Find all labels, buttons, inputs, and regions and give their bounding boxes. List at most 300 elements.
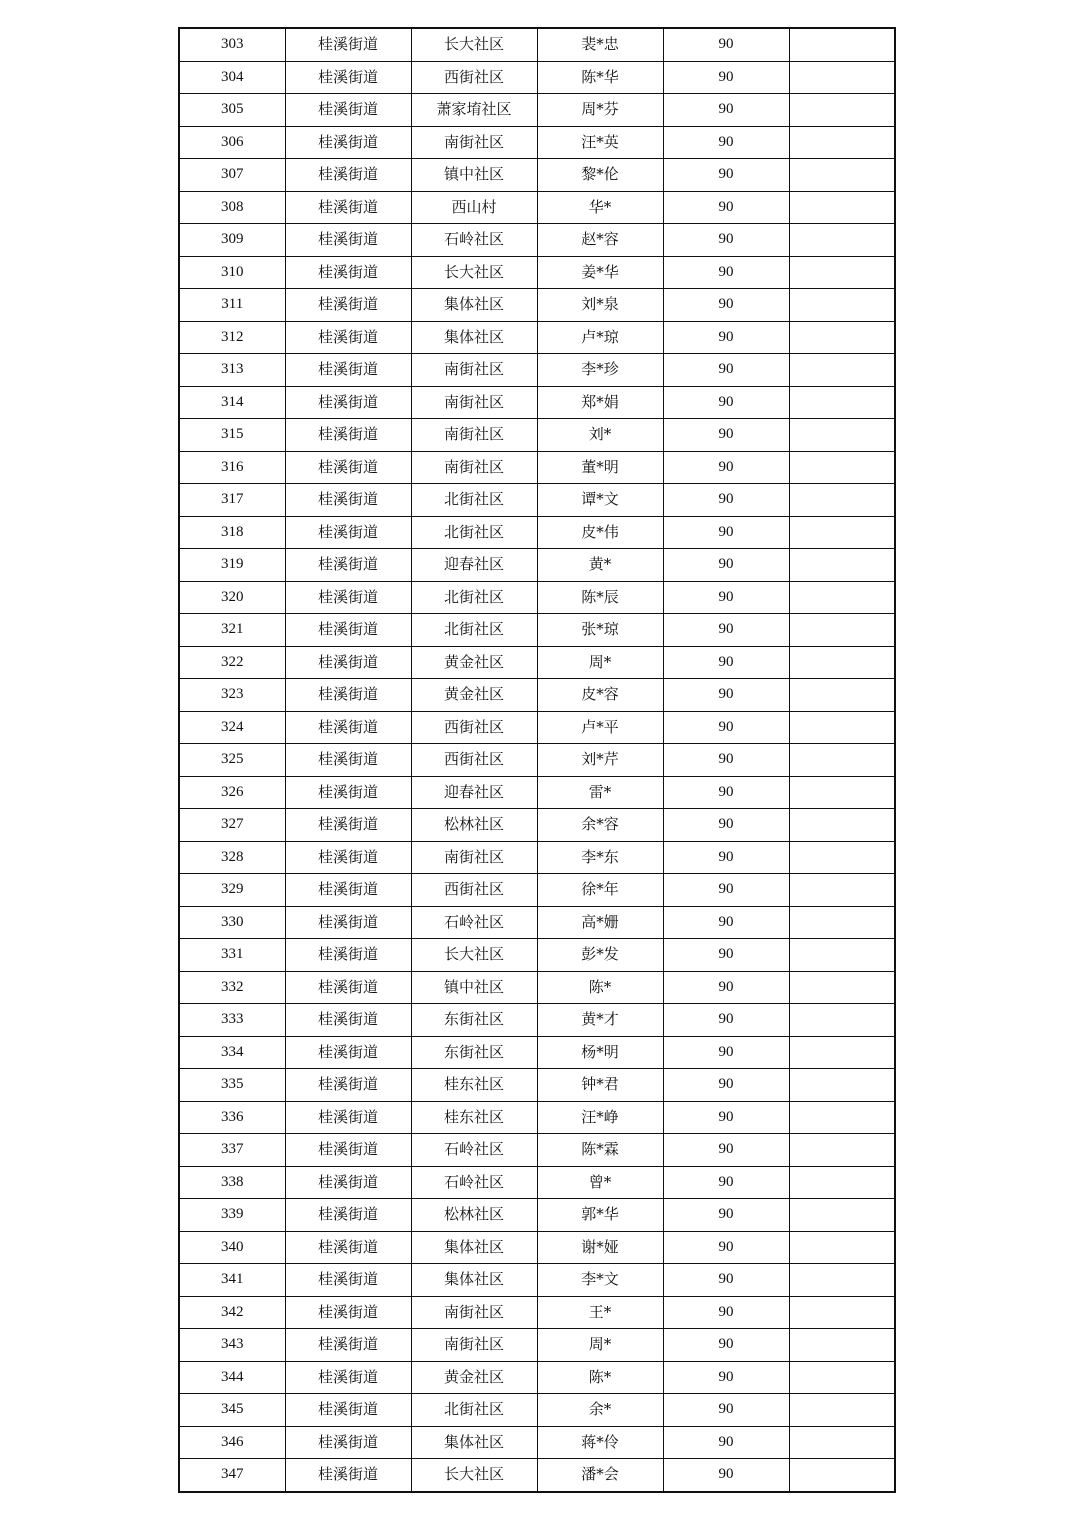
score-cell: 90 [663,1264,789,1297]
street-cell: 桂溪街道 [285,386,411,419]
street-cell: 桂溪街道 [285,516,411,549]
street-cell: 桂溪街道 [285,744,411,777]
street-cell: 桂溪街道 [285,776,411,809]
street-cell: 桂溪街道 [285,971,411,1004]
name-cell: 刘*芹 [537,744,663,777]
row-number-cell: 306 [179,126,285,159]
name-cell: 董*明 [537,451,663,484]
note-cell [789,809,895,842]
note-cell [789,354,895,387]
score-cell: 90 [663,289,789,322]
table-row [179,354,895,387]
name-cell: 姜*华 [537,256,663,289]
note-cell [789,971,895,1004]
row-number-cell: 322 [179,646,285,679]
name-cell: 高*姗 [537,906,663,939]
row-number-cell: 304 [179,61,285,94]
table-row [179,939,895,972]
street-cell: 桂溪街道 [285,28,411,61]
table-row [179,1069,895,1102]
note-cell [789,1199,895,1232]
table-row [179,484,895,517]
community-cell: 迎春社区 [411,776,537,809]
street-cell: 桂溪街道 [285,874,411,907]
name-cell: 郑*娟 [537,386,663,419]
community-cell: 长大社区 [411,1459,537,1492]
name-cell: 李*珍 [537,354,663,387]
name-cell: 皮*伟 [537,516,663,549]
community-cell: 北街社区 [411,1394,537,1427]
row-number-cell: 319 [179,549,285,582]
note-cell [789,1004,895,1037]
name-cell: 皮*容 [537,679,663,712]
name-cell: 陈*华 [537,61,663,94]
table-row [179,191,895,224]
street-cell: 桂溪街道 [285,711,411,744]
note-cell [789,841,895,874]
name-cell: 陈* [537,1361,663,1394]
row-number-cell: 339 [179,1199,285,1232]
street-cell: 桂溪街道 [285,1231,411,1264]
community-cell: 南街社区 [411,419,537,452]
community-cell: 南街社区 [411,126,537,159]
table-row [179,1264,895,1297]
score-cell: 90 [663,1036,789,1069]
community-cell: 西街社区 [411,744,537,777]
row-number-cell: 343 [179,1329,285,1362]
note-cell [789,1426,895,1459]
name-cell: 余*容 [537,809,663,842]
score-cell: 90 [663,939,789,972]
street-cell: 桂溪街道 [285,126,411,159]
street-cell: 桂溪街道 [285,549,411,582]
score-cell: 90 [663,159,789,192]
table-row [179,776,895,809]
street-cell: 桂溪街道 [285,419,411,452]
community-cell: 北街社区 [411,516,537,549]
note-cell [789,224,895,257]
community-cell: 松林社区 [411,809,537,842]
street-cell: 桂溪街道 [285,256,411,289]
name-cell: 黎*伦 [537,159,663,192]
score-cell: 90 [663,874,789,907]
street-cell: 桂溪街道 [285,614,411,647]
street-cell: 桂溪街道 [285,1101,411,1134]
score-cell: 90 [663,711,789,744]
note-cell [789,1036,895,1069]
table-row [179,679,895,712]
street-cell: 桂溪街道 [285,939,411,972]
table-row [179,1231,895,1264]
street-cell: 桂溪街道 [285,679,411,712]
community-cell: 石岭社区 [411,224,537,257]
table-row [179,744,895,777]
table-row [179,971,895,1004]
street-cell: 桂溪街道 [285,451,411,484]
table-row [179,809,895,842]
table-row [179,841,895,874]
community-cell: 东街社区 [411,1004,537,1037]
row-number-cell: 318 [179,516,285,549]
note-cell [789,159,895,192]
score-cell: 90 [663,94,789,127]
score-cell: 90 [663,1199,789,1232]
note-cell [789,94,895,127]
row-number-cell: 314 [179,386,285,419]
score-cell: 90 [663,841,789,874]
note-cell [789,1361,895,1394]
community-cell: 南街社区 [411,1296,537,1329]
row-number-cell: 335 [179,1069,285,1102]
note-cell [789,61,895,94]
name-cell: 王* [537,1296,663,1329]
name-cell: 赵*容 [537,224,663,257]
community-cell: 北街社区 [411,484,537,517]
score-cell: 90 [663,1329,789,1362]
row-number-cell: 332 [179,971,285,1004]
row-number-cell: 342 [179,1296,285,1329]
row-number-cell: 307 [179,159,285,192]
community-cell: 黄金社区 [411,646,537,679]
street-cell: 桂溪街道 [285,289,411,322]
street-cell: 桂溪街道 [285,1329,411,1362]
name-cell: 汪*英 [537,126,663,159]
name-cell: 谭*文 [537,484,663,517]
table-row [179,386,895,419]
community-cell: 南街社区 [411,386,537,419]
community-cell: 南街社区 [411,451,537,484]
note-cell [789,484,895,517]
score-cell: 90 [663,581,789,614]
name-cell: 郭*华 [537,1199,663,1232]
table-row [179,1426,895,1459]
community-cell: 黄金社区 [411,1361,537,1394]
name-cell: 杨*明 [537,1036,663,1069]
note-cell [789,126,895,159]
score-cell: 90 [663,419,789,452]
score-cell: 90 [663,1134,789,1167]
score-cell: 90 [663,1459,789,1492]
table-row [179,646,895,679]
street-cell: 桂溪街道 [285,1134,411,1167]
table-row [179,1394,895,1427]
row-number-cell: 325 [179,744,285,777]
community-cell: 松林社区 [411,1199,537,1232]
note-cell [789,646,895,679]
note-cell [789,581,895,614]
table-row [179,94,895,127]
name-cell: 蒋*伶 [537,1426,663,1459]
name-cell: 刘*泉 [537,289,663,322]
score-cell: 90 [663,809,789,842]
note-cell [789,191,895,224]
score-cell: 90 [663,679,789,712]
community-cell: 集体社区 [411,1426,537,1459]
row-number-cell: 344 [179,1361,285,1394]
street-cell: 桂溪街道 [285,159,411,192]
street-cell: 桂溪街道 [285,1264,411,1297]
row-number-cell: 333 [179,1004,285,1037]
community-cell: 桂东社区 [411,1101,537,1134]
community-cell: 长大社区 [411,939,537,972]
row-number-cell: 321 [179,614,285,647]
score-cell: 90 [663,1361,789,1394]
note-cell [789,1264,895,1297]
table-row [179,1101,895,1134]
row-number-cell: 326 [179,776,285,809]
table-row [179,1459,895,1492]
community-cell: 南街社区 [411,841,537,874]
table-row [179,1004,895,1037]
community-cell: 集体社区 [411,1231,537,1264]
table-row [179,1199,895,1232]
name-cell: 李*文 [537,1264,663,1297]
score-cell: 90 [663,1231,789,1264]
row-number-cell: 336 [179,1101,285,1134]
row-number-cell: 337 [179,1134,285,1167]
name-cell: 潘*会 [537,1459,663,1492]
note-cell [789,874,895,907]
name-cell: 彭*发 [537,939,663,972]
name-cell: 周* [537,1329,663,1362]
street-cell: 桂溪街道 [285,1296,411,1329]
table-row [179,451,895,484]
row-number-cell: 345 [179,1394,285,1427]
note-cell [789,711,895,744]
row-number-cell: 309 [179,224,285,257]
table-row [179,61,895,94]
name-cell: 陈*辰 [537,581,663,614]
row-number-cell: 320 [179,581,285,614]
score-cell: 90 [663,484,789,517]
street-cell: 桂溪街道 [285,191,411,224]
street-cell: 桂溪街道 [285,646,411,679]
roster-table-body [179,28,895,1492]
note-cell [789,1296,895,1329]
community-cell: 桂东社区 [411,1069,537,1102]
table-row [179,224,895,257]
score-cell: 90 [663,28,789,61]
name-cell: 周*芬 [537,94,663,127]
street-cell: 桂溪街道 [285,1426,411,1459]
community-cell: 迎春社区 [411,549,537,582]
note-cell [789,451,895,484]
score-cell: 90 [663,776,789,809]
note-cell [789,614,895,647]
row-number-cell: 315 [179,419,285,452]
row-number-cell: 329 [179,874,285,907]
note-cell [789,28,895,61]
score-cell: 90 [663,191,789,224]
street-cell: 桂溪街道 [285,1036,411,1069]
table-row [179,906,895,939]
note-cell [789,1101,895,1134]
name-cell: 黄* [537,549,663,582]
table-row [179,256,895,289]
table-row [179,1134,895,1167]
street-cell: 桂溪街道 [285,581,411,614]
score-cell: 90 [663,354,789,387]
note-cell [789,516,895,549]
table-row [179,581,895,614]
name-cell: 曾* [537,1166,663,1199]
community-cell: 南街社区 [411,1329,537,1362]
row-number-cell: 338 [179,1166,285,1199]
note-cell [789,1329,895,1362]
table-row [179,321,895,354]
note-cell [789,1134,895,1167]
score-cell: 90 [663,516,789,549]
roster-table [178,27,896,1493]
score-cell: 90 [663,61,789,94]
community-cell: 黄金社区 [411,679,537,712]
row-number-cell: 328 [179,841,285,874]
row-number-cell: 312 [179,321,285,354]
name-cell: 张*琼 [537,614,663,647]
table-row [179,1296,895,1329]
community-cell: 镇中社区 [411,159,537,192]
street-cell: 桂溪街道 [285,1199,411,1232]
row-number-cell: 303 [179,28,285,61]
table-row [179,1361,895,1394]
row-number-cell: 317 [179,484,285,517]
score-cell: 90 [663,256,789,289]
table-row [179,874,895,907]
street-cell: 桂溪街道 [285,321,411,354]
name-cell: 裴*忠 [537,28,663,61]
note-cell [789,906,895,939]
community-cell: 集体社区 [411,321,537,354]
street-cell: 桂溪街道 [285,1166,411,1199]
score-cell: 90 [663,1166,789,1199]
score-cell: 90 [663,224,789,257]
note-cell [789,289,895,322]
name-cell: 李*东 [537,841,663,874]
row-number-cell: 327 [179,809,285,842]
score-cell: 90 [663,646,789,679]
street-cell: 桂溪街道 [285,354,411,387]
row-number-cell: 305 [179,94,285,127]
note-cell [789,549,895,582]
community-cell: 长大社区 [411,256,537,289]
row-number-cell: 341 [179,1264,285,1297]
street-cell: 桂溪街道 [285,809,411,842]
score-cell: 90 [663,1394,789,1427]
name-cell: 卢*琼 [537,321,663,354]
community-cell: 北街社区 [411,614,537,647]
table-row [179,1329,895,1362]
community-cell: 集体社区 [411,289,537,322]
note-cell [789,939,895,972]
note-cell [789,1166,895,1199]
note-cell [789,744,895,777]
row-number-cell: 323 [179,679,285,712]
row-number-cell: 340 [179,1231,285,1264]
name-cell: 黄*才 [537,1004,663,1037]
table-row [179,1036,895,1069]
table-row [179,419,895,452]
table-row [179,516,895,549]
table-row [179,711,895,744]
table-row [179,289,895,322]
note-cell [789,1069,895,1102]
note-cell [789,776,895,809]
row-number-cell: 331 [179,939,285,972]
score-cell: 90 [663,386,789,419]
name-cell: 汪*峥 [537,1101,663,1134]
name-cell: 刘* [537,419,663,452]
score-cell: 90 [663,971,789,1004]
community-cell: 西街社区 [411,874,537,907]
street-cell: 桂溪街道 [285,1394,411,1427]
name-cell: 华* [537,191,663,224]
street-cell: 桂溪街道 [285,1459,411,1492]
street-cell: 桂溪街道 [285,841,411,874]
name-cell: 谢*娅 [537,1231,663,1264]
note-cell [789,1231,895,1264]
name-cell: 卢*平 [537,711,663,744]
note-cell [789,256,895,289]
score-cell: 90 [663,744,789,777]
row-number-cell: 330 [179,906,285,939]
score-cell: 90 [663,1426,789,1459]
row-number-cell: 334 [179,1036,285,1069]
community-cell: 石岭社区 [411,1166,537,1199]
note-cell [789,1394,895,1427]
street-cell: 桂溪街道 [285,224,411,257]
score-cell: 90 [663,549,789,582]
street-cell: 桂溪街道 [285,1361,411,1394]
table-row [179,614,895,647]
street-cell: 桂溪街道 [285,1069,411,1102]
row-number-cell: 316 [179,451,285,484]
name-cell: 陈*霖 [537,1134,663,1167]
row-number-cell: 347 [179,1459,285,1492]
community-cell: 集体社区 [411,1264,537,1297]
community-cell: 南街社区 [411,354,537,387]
name-cell: 徐*年 [537,874,663,907]
note-cell [789,321,895,354]
score-cell: 90 [663,126,789,159]
name-cell: 陈* [537,971,663,1004]
street-cell: 桂溪街道 [285,1004,411,1037]
score-cell: 90 [663,1296,789,1329]
row-number-cell: 313 [179,354,285,387]
row-number-cell: 308 [179,191,285,224]
note-cell [789,386,895,419]
community-cell: 西街社区 [411,711,537,744]
row-number-cell: 324 [179,711,285,744]
street-cell: 桂溪街道 [285,94,411,127]
name-cell: 余* [537,1394,663,1427]
score-cell: 90 [663,614,789,647]
score-cell: 90 [663,1004,789,1037]
community-cell: 萧家堉社区 [411,94,537,127]
note-cell [789,1459,895,1492]
street-cell: 桂溪街道 [285,906,411,939]
score-cell: 90 [663,1101,789,1134]
community-cell: 北街社区 [411,581,537,614]
score-cell: 90 [663,906,789,939]
table-row [179,1166,895,1199]
row-number-cell: 310 [179,256,285,289]
row-number-cell: 346 [179,1426,285,1459]
community-cell: 东街社区 [411,1036,537,1069]
street-cell: 桂溪街道 [285,61,411,94]
community-cell: 长大社区 [411,28,537,61]
score-cell: 90 [663,321,789,354]
street-cell: 桂溪街道 [285,484,411,517]
